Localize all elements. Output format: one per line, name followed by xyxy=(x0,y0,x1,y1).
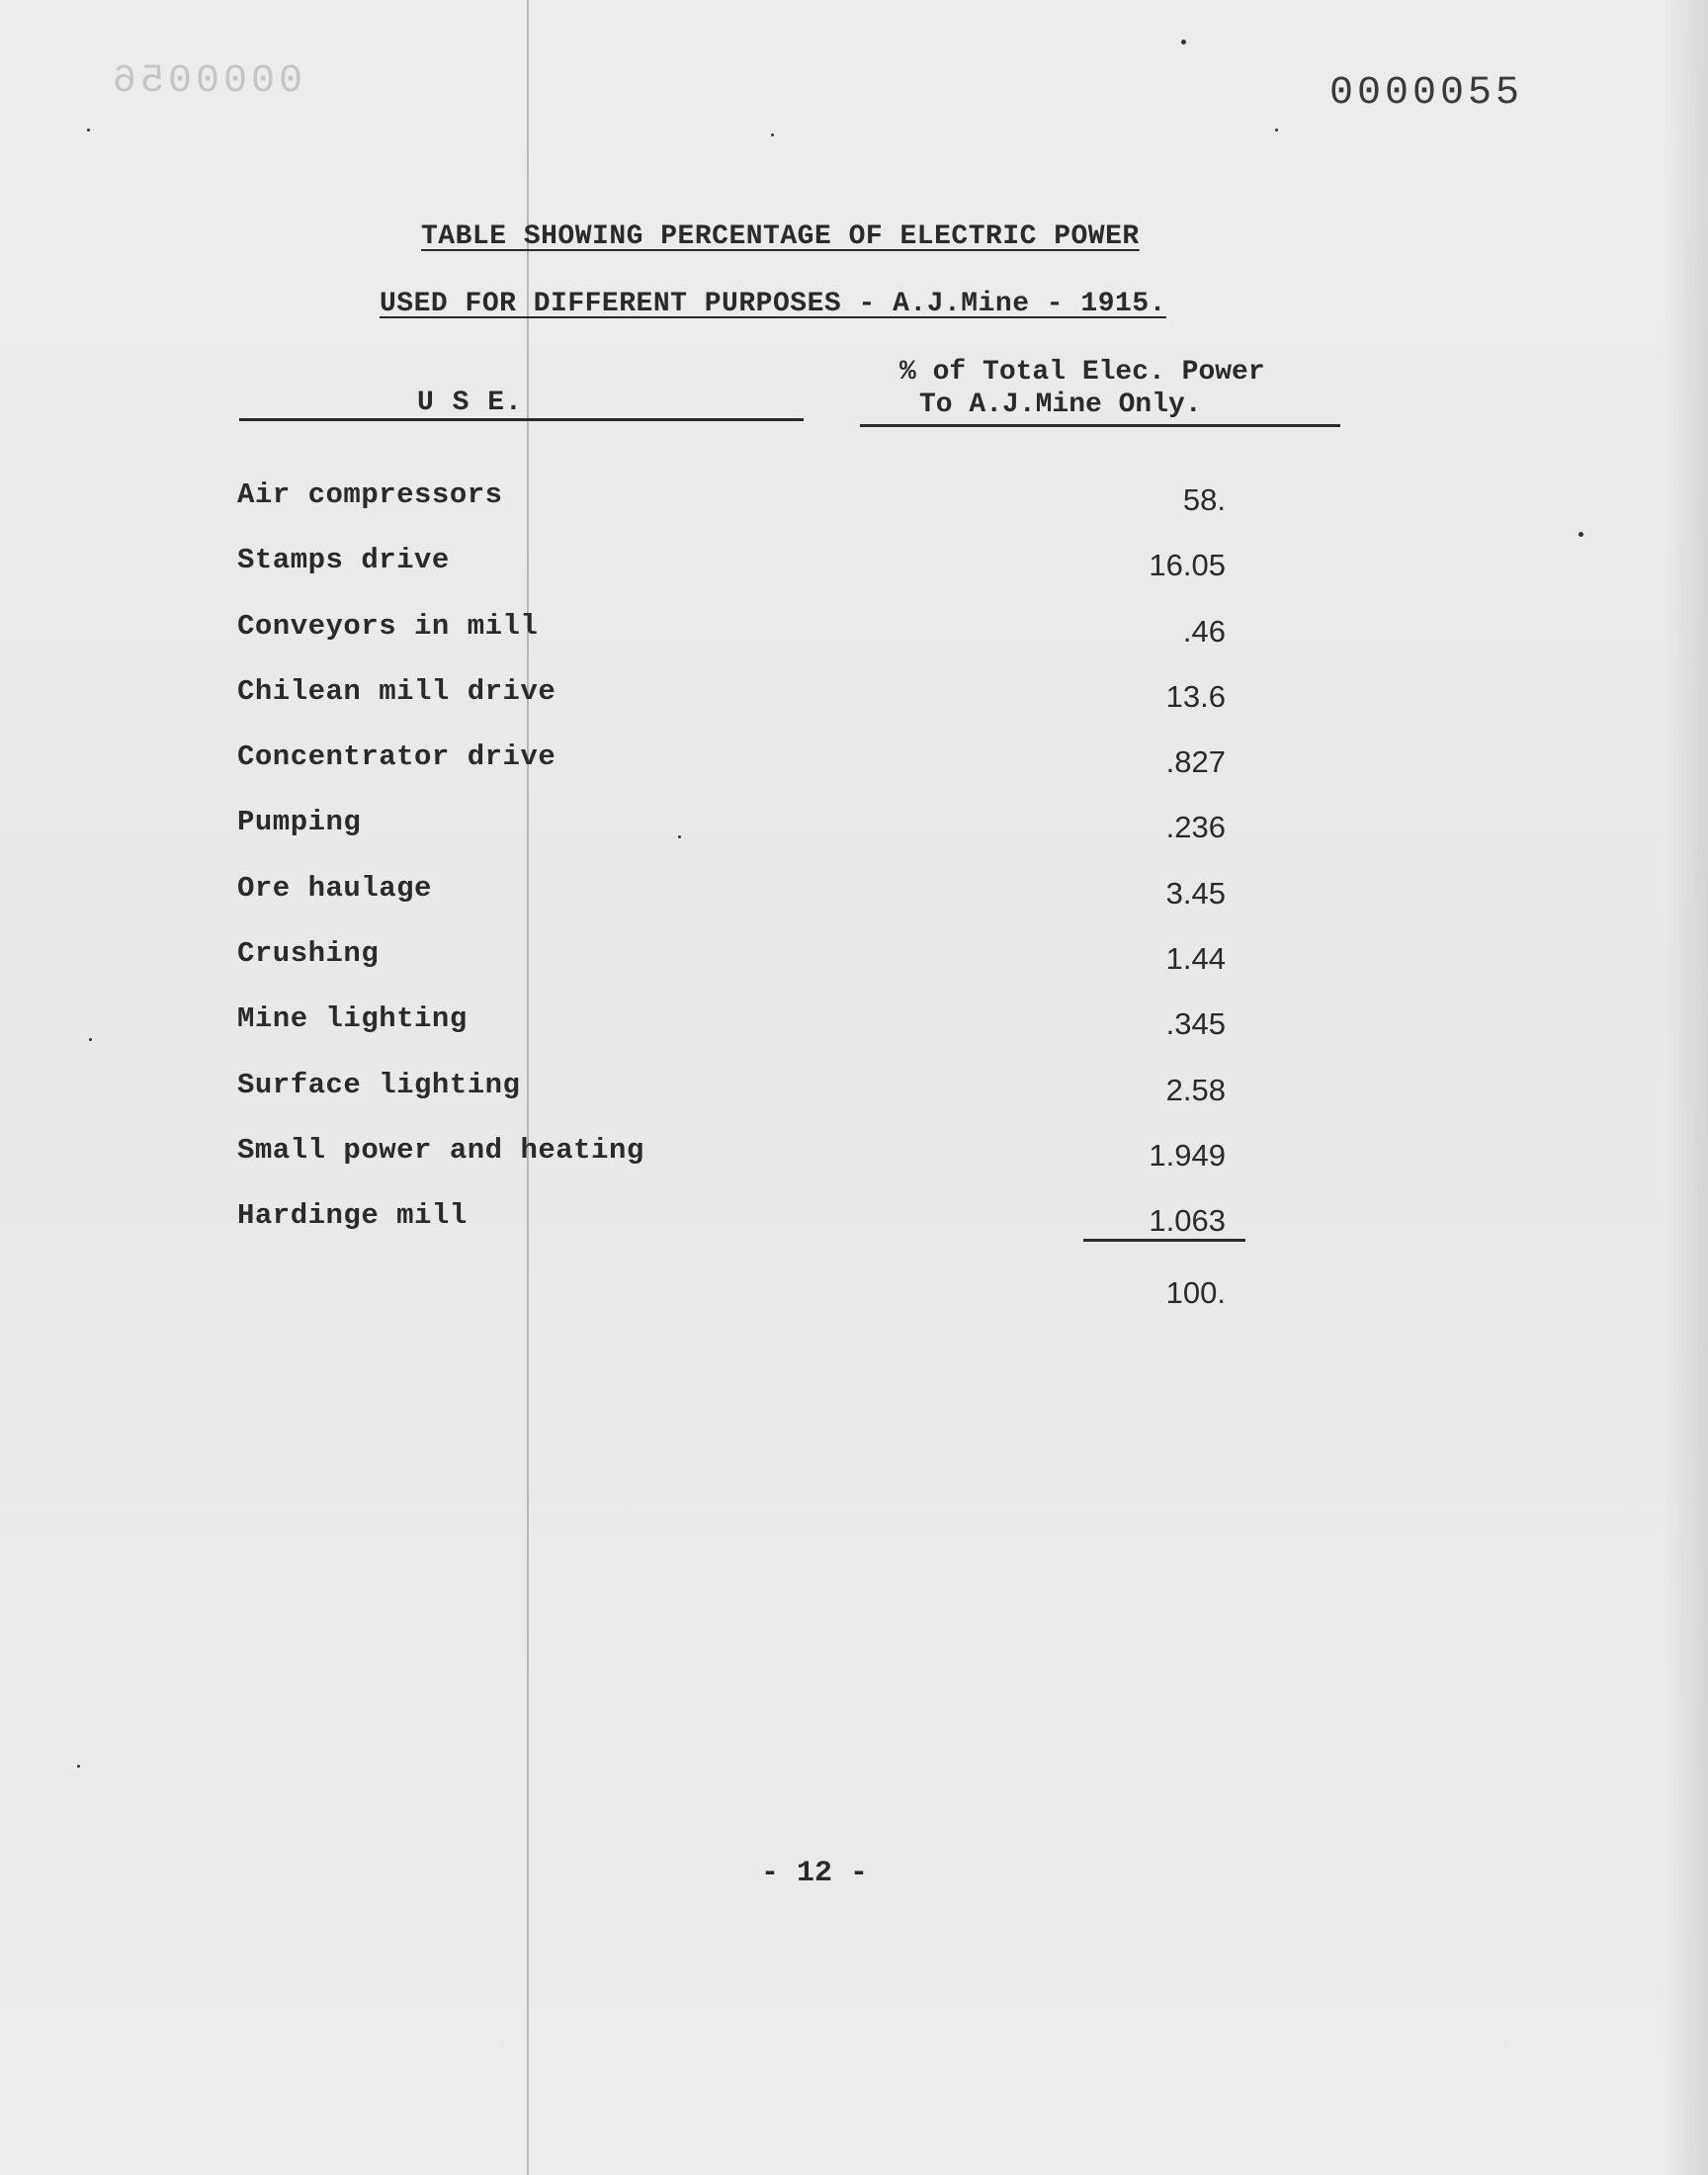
row-percentage-value: 3.45 xyxy=(1165,875,1226,911)
row-use-label: Stamps drive xyxy=(237,544,450,577)
row-percentage-value: 2.58 xyxy=(1165,1072,1226,1107)
scan-speck xyxy=(1579,532,1583,537)
row-use-label: Surface lighting xyxy=(237,1068,521,1101)
table-row xyxy=(0,937,1708,1002)
table-row xyxy=(0,544,1708,609)
row-percentage-value: .827 xyxy=(1165,744,1226,780)
row-use-label: Mine lighting xyxy=(237,1002,468,1036)
row-percentage-value: 1.44 xyxy=(1165,941,1226,977)
table-row xyxy=(0,740,1708,806)
row-use-label: Air compressors xyxy=(237,478,503,511)
table-row xyxy=(0,478,1708,544)
power-usage-table xyxy=(0,478,1708,1265)
table-row xyxy=(0,1002,1708,1068)
scan-speck xyxy=(771,133,774,136)
page-number: - 12 - xyxy=(761,1857,869,1890)
row-use-label: Hardinge mill xyxy=(237,1199,468,1233)
row-percentage-value: 13.6 xyxy=(1165,678,1226,714)
row-percentage-value: .345 xyxy=(1165,1006,1226,1042)
row-percentage-value: 58. xyxy=(1182,482,1226,517)
row-use-label: Ore haulage xyxy=(237,871,432,905)
table-row xyxy=(0,610,1708,675)
table-row xyxy=(0,806,1708,871)
row-use-label: Chilean mill drive xyxy=(237,674,556,708)
scan-speck xyxy=(1275,129,1278,131)
row-percentage-value: 1.063 xyxy=(1083,1203,1245,1242)
row-use-label: Conveyors in mill xyxy=(237,609,539,643)
row-percentage-value: .46 xyxy=(1182,613,1226,649)
row-percentage-value: 1.949 xyxy=(1149,1137,1226,1173)
scan-speck xyxy=(77,1765,80,1768)
table-row xyxy=(0,675,1708,740)
table-row xyxy=(0,1199,1708,1264)
scan-speck xyxy=(87,129,90,131)
table-row xyxy=(0,1069,1708,1134)
row-use-label: Pumping xyxy=(237,806,362,839)
document-number: 0000055 xyxy=(1329,71,1524,116)
column-header-use: U S E. xyxy=(239,388,804,421)
row-percentage-value: 16.05 xyxy=(1149,548,1226,583)
row-use-label: Small power and heating xyxy=(237,1133,644,1167)
row-percentage-value: .236 xyxy=(1165,810,1226,845)
table-row xyxy=(0,872,1708,937)
total-value: 100. xyxy=(1165,1275,1226,1310)
bleed-through-number: 0000056 xyxy=(109,59,303,104)
column-header-percentage-line-2: To A.J.Mine Only. xyxy=(919,390,1202,420)
column-header-percentage-line-1: % of Total Elec. Power xyxy=(899,357,1265,388)
scan-speck xyxy=(678,835,681,838)
scan-speck xyxy=(1181,40,1186,44)
table-title-line-1: TABLE SHOWING PERCENTAGE OF ELECTRIC POWER xyxy=(421,221,1140,252)
row-use-label: Crushing xyxy=(237,937,380,971)
scan-speck xyxy=(89,1038,92,1041)
table-row xyxy=(0,1134,1708,1199)
column-header-percentage xyxy=(860,356,1340,427)
table-title-line-2: USED FOR DIFFERENT PURPOSES - A.J.Mine - 1915. xyxy=(380,289,1166,319)
row-use-label: Concentrator drive xyxy=(237,740,556,774)
